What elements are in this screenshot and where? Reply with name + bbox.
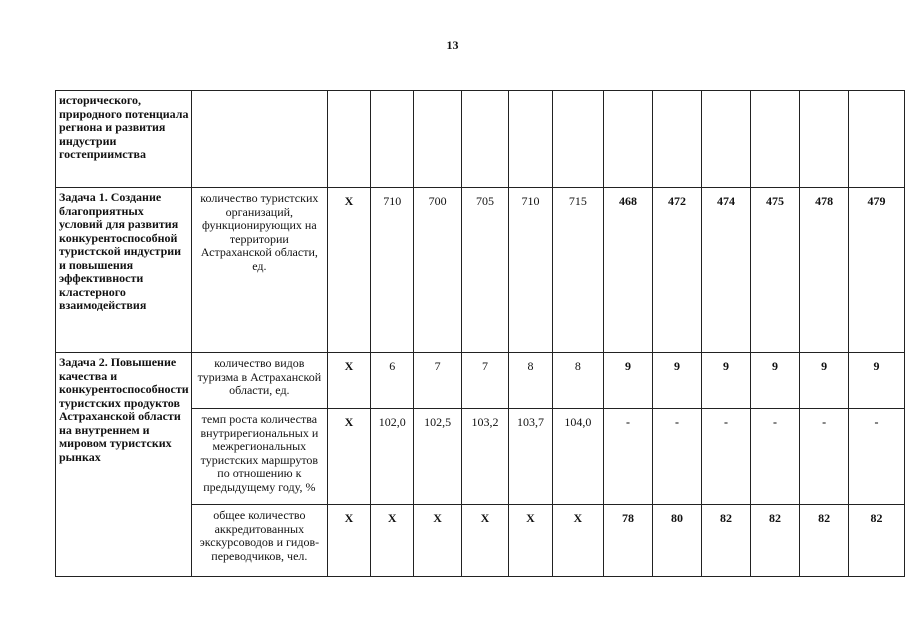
value-cell: 705: [461, 188, 508, 353]
value-cell: 102,5: [414, 409, 461, 505]
table-row: [56, 188, 905, 353]
value-cell: 6: [370, 353, 414, 409]
value-cell: [552, 91, 603, 188]
indicator-cell: количество видов туризма в Астраханской области, ед.: [191, 353, 327, 409]
value-cell: -: [603, 409, 652, 505]
value-cell: 478: [800, 188, 849, 353]
value-cell: Х: [552, 505, 603, 577]
indicator-cell: темп роста количества внутрирегиональных и межрегиональных туристских маршрутов по отношению к предыдущему году, %: [191, 409, 327, 505]
value-cell: 9: [603, 353, 652, 409]
value-cell: 82: [751, 505, 800, 577]
value-cell: 710: [370, 188, 414, 353]
value-cell: 9: [800, 353, 849, 409]
value-cell: -: [652, 409, 701, 505]
value-cell: 82: [849, 505, 905, 577]
value-cell: 710: [509, 188, 553, 353]
indicator-cell: общее количество аккредитованных экскурсоводов и гидов-переводчиков, чел.: [191, 505, 327, 577]
value-cell: 7: [414, 353, 461, 409]
task-cell: [56, 91, 192, 188]
value-cell: -: [800, 409, 849, 505]
task-cell: [56, 188, 192, 353]
value-cell: 80: [652, 505, 701, 577]
value-cell: [751, 91, 800, 188]
value-cell: Х: [328, 409, 371, 505]
value-cell: 104,0: [552, 409, 603, 505]
value-cell: 9: [702, 353, 751, 409]
value-cell: -: [849, 409, 905, 505]
value-cell: [603, 91, 652, 188]
value-cell: 82: [800, 505, 849, 577]
table-row: [56, 91, 905, 188]
value-cell: 468: [603, 188, 652, 353]
value-cell: Х: [509, 505, 553, 577]
page-number: 13: [446, 38, 459, 52]
value-cell: [328, 91, 371, 188]
value-cell: [370, 91, 414, 188]
value-cell: [461, 91, 508, 188]
value-cell: 7: [461, 353, 508, 409]
value-cell: Х: [328, 505, 371, 577]
value-cell: Х: [461, 505, 508, 577]
value-cell: 472: [652, 188, 701, 353]
value-cell: 8: [509, 353, 553, 409]
indicator-cell: количество туристских организаций, функционирующих на территории Астраханской области, ед.: [191, 188, 327, 353]
value-cell: 474: [702, 188, 751, 353]
value-cell: [509, 91, 553, 188]
value-cell: Х: [414, 505, 461, 577]
indicator-cell: [191, 91, 327, 188]
value-cell: Х: [370, 505, 414, 577]
value-cell: -: [702, 409, 751, 505]
value-cell: 103,2: [461, 409, 508, 505]
value-cell: 9: [751, 353, 800, 409]
indicators-table: [55, 90, 905, 577]
value-cell: 82: [702, 505, 751, 577]
value-cell: 700: [414, 188, 461, 353]
value-cell: Х: [328, 188, 371, 353]
value-cell: Х: [328, 353, 371, 409]
value-cell: 9: [652, 353, 701, 409]
value-cell: 8: [552, 353, 603, 409]
table-row: [56, 353, 905, 409]
value-cell: [800, 91, 849, 188]
value-cell: [849, 91, 905, 188]
task-text: исторического, природного потенциала региона и развития индустрии гостеприимства: [59, 93, 189, 161]
value-cell: -: [751, 409, 800, 505]
task-text: Задача 2. Повышение качества и конкурентоспособности туристских продуктов Астраханской области на внутреннем и мировом туристских рынках: [59, 355, 189, 464]
task-text: Задача 1. Создание благоприятных условий для развития конкурентоспособной туристской индустрии и повышения эффективности кластерного взаимодействия: [59, 190, 182, 312]
value-cell: [414, 91, 461, 188]
task-cell: [56, 353, 192, 577]
value-cell: 78: [603, 505, 652, 577]
value-cell: 102,0: [370, 409, 414, 505]
value-cell: 9: [849, 353, 905, 409]
value-cell: 479: [849, 188, 905, 353]
value-cell: 715: [552, 188, 603, 353]
value-cell: [652, 91, 701, 188]
value-cell: 475: [751, 188, 800, 353]
value-cell: [702, 91, 751, 188]
value-cell: 103,7: [509, 409, 553, 505]
